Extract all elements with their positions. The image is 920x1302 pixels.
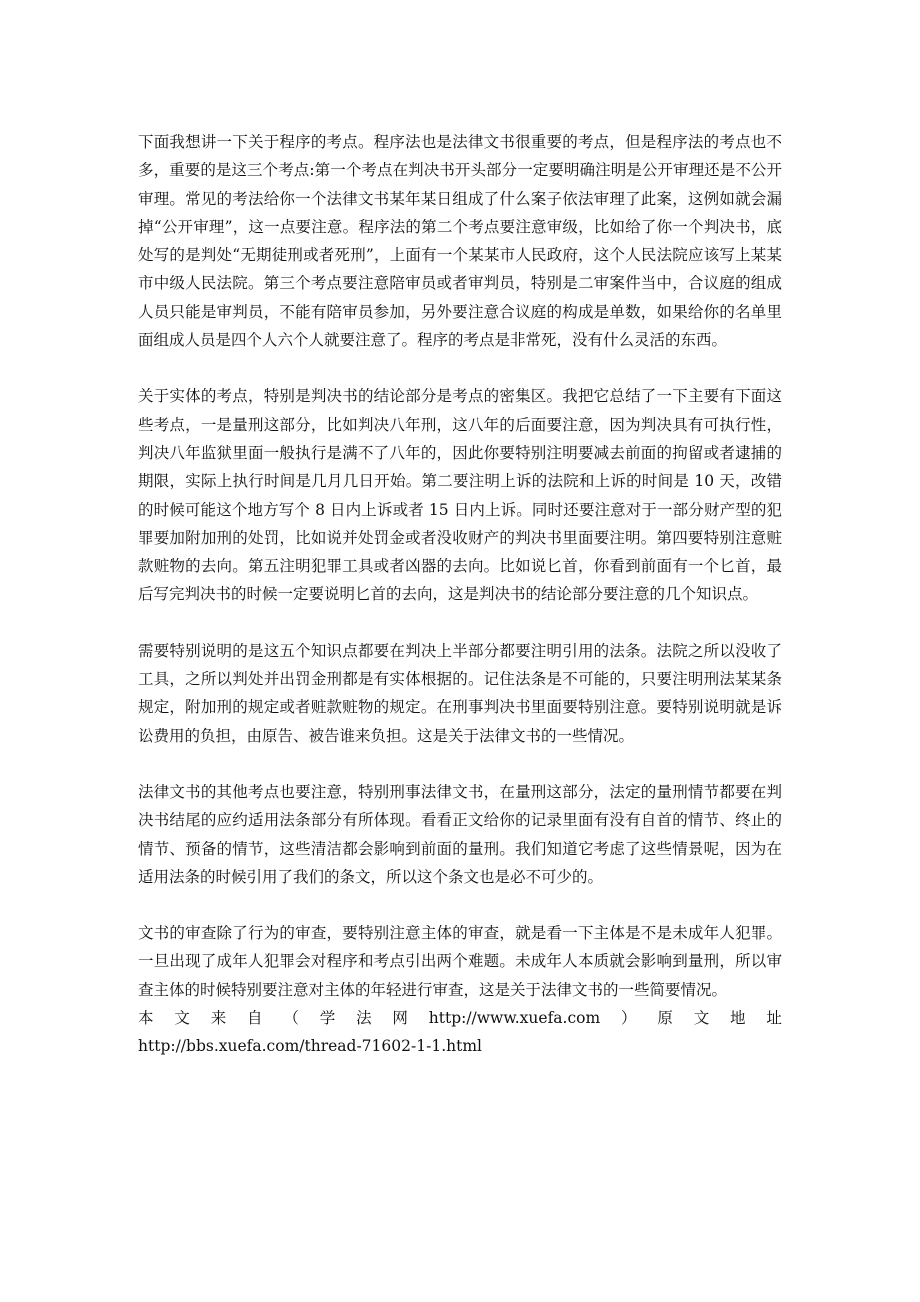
source-char: 原 <box>657 1009 673 1028</box>
source-char: 学 <box>319 1009 336 1028</box>
source-char: 网 <box>392 1009 408 1028</box>
source-char: 来 <box>210 1009 227 1028</box>
source-char: 文 <box>693 1009 710 1028</box>
source-thread-link[interactable]: http://bbs.xuefa.com/thread-71602-1-1.html <box>138 1037 482 1056</box>
source-char: 本 <box>138 1009 154 1028</box>
paragraph-other-points: 法律文书的其他考点也要注意，特别刑事法律文书，在量刑这部分，法定的量刑情节都要在判决书结尾的应约适用法条部分有所体现。看看正文给你的记录里面有没有自首的情节、终止的情节、预备的情节，这些清洁都会影响到前面的量刑。我们知道它考虑了这些情景呢，因为在适用法条的时候引用了我们的条文，所以这个条文也是必不可少的。 <box>138 782 782 886</box>
source-char: 自 <box>247 1009 263 1028</box>
document-body <box>138 128 782 1061</box>
paragraph-statutes: 需要特别说明的是这五个知识点都要在判决上半部分都要注明引用的法条。法院之所以没收了工具，之所以判处并出罚金刑都是有实体根据的。记住法条是不可能的，只要注明刑法某某条规定，附加刑的规定或者赃款赃物的规定。在刑事判决书里面要特别注意。要特别说明就是诉讼费用的负担，由原告、被告谁来负担。这是关于法律文书的一些情况。 <box>138 641 782 745</box>
source-char: 址 <box>766 1009 782 1028</box>
source-char: （ <box>283 1009 299 1028</box>
paragraph-substance: 关于实体的考点，特别是判决书的结论部分是考点的密集区。我把它总结了一下主要有下面这些考点，一是量刑这部分，比如判决八年刑，这八年的后面要注意，因为判决具有可执行性，判决八年监狱里面一般执行是满不了八年的，因此你要特别注明要减去前面的拘留或者逮捕的期限，实际上执行时间是几月几日开始。第二要注明上诉的法院和上诉的时间是 10 天，改错的时候可能这个地方写个 8 日内上诉或者 15 日内上诉。同时还要注意对于一部分财产型的犯罪要加附加刑的处罚，比如说并处罚金或者没收财产的判决书里面要注明。第四要特别注意赃款赃物的去向。第五注明犯罪工具或者凶器的去向。比如说匕首，你看到前面有一个匕首，最后写完判决书的时候一定要说明匕首的去向，这是判决书的结论部分要注意的几个知识点。 <box>138 387 782 604</box>
source-line <box>138 1004 782 1032</box>
source-char: 文 <box>174 1009 190 1028</box>
source-site-link[interactable]: http://www.xuefa.com <box>428 1009 601 1028</box>
source-char: 法 <box>356 1009 372 1028</box>
source-char: ） <box>621 1009 637 1028</box>
paragraph-subject-review: 文书的审查除了行为的审查，要特别注意主体的审查，就是看一下主体是不是未成年人犯罪。一旦出现了成年人犯罪会对程序和考点引出两个难题。未成年人本质就会影响到量刑，所以审查主体的时候特别要注意对主体的年轻进行审查，这是关于法律文书的一些简要情况。 <box>138 924 782 999</box>
paragraph-procedure: 下面我想讲一下关于程序的考点。程序法也是法律文书很重要的考点，但是程序法的考点也不多，重要的是这三个考点:第一个考点在判决书开头部分一定要明确注明是公开审理还是不公开审理。常见的考法给你一个法律文书某年某日组成了什么案子依法审理了此案，这例如就会漏掉“公开审理”，这一点要注意。程序法的第二个考点要注意审级，比如给了你一个判决书，底处写的是判处“无期徒刑或者死刑”，上面有一个某某市人民政府，这个人民法院应该写上某某市中级人民法院。第三个考点要注意陪审员或者审判员，特别是二审案件当中，合议庭的组成人员只能是审判员，不能有陪审员参加，另外要注意合议庭的构成是单数，如果给你的名单里面组成人员是四个人六个人就要注意了。程序的考点是非常死，没有什么灵活的东西。 <box>138 133 782 350</box>
source-char: 地 <box>730 1009 746 1028</box>
source-attribution <box>138 1004 782 1061</box>
